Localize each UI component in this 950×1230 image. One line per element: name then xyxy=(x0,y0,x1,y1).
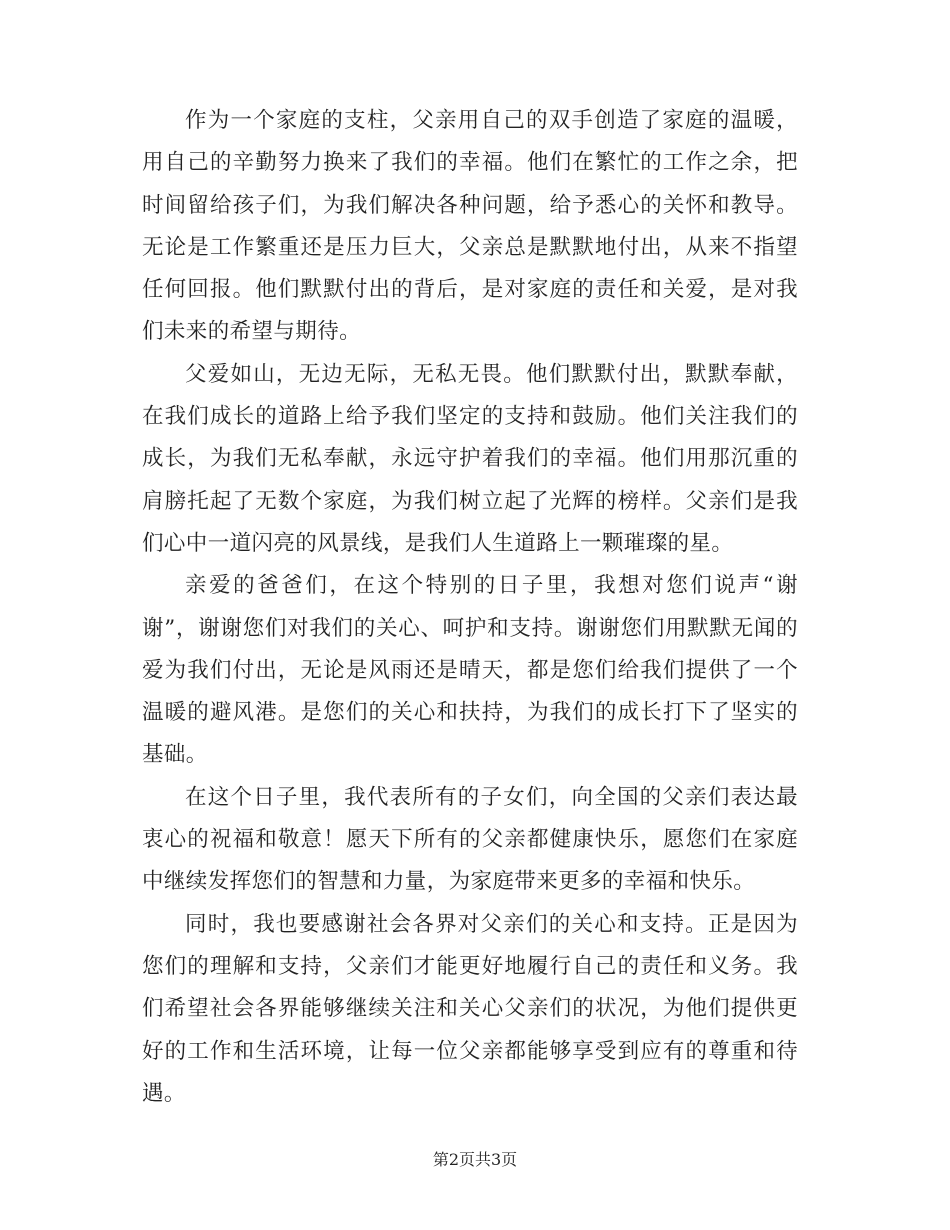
page-number-footer: 第2页共3页 xyxy=(432,1150,518,1169)
document-body xyxy=(142,100,798,1115)
paragraph-2: 父爱如山，无边无际，无私无畏。他们默默付出，默默奉献，在我们成长的道路上给予我们坚定的支持和鼓励。他们关注我们的成长，为我们无私奉献，永远守护着我们的幸福。他们用那沉重的肩膀托起了无数个家庭，为我们树立起了光辉的榜样。父亲们是我们心中一道闪亮的风景线，是我们人生道路上一颗璀璨的星。 xyxy=(142,361,798,556)
paragraph-5: 同时，我也要感谢社会各界对父亲们的关心和支持。正是因为您们的理解和支持，父亲们才能更好地履行自己的责任和义务。我们希望社会各界能够继续关注和关心父亲们的状况，为他们提供更好的工作和生活环境，让每一位父亲都能够享受到应有的尊重和待遇。 xyxy=(142,911,798,1106)
paragraph-4: 在这个日子里，我代表所有的子女们，向全国的父亲们表达最衷心的祝福和敬意！愿天下所有的父亲都健康快乐，愿您们在家庭中继续发挥您们的智慧和力量，为家庭带来更多的幸福和快乐。 xyxy=(142,784,798,895)
paragraph-1: 作为一个家庭的支柱，父亲用自己的双手创造了家庭的温暖，用自己的辛勤努力换来了我们的幸福。他们在繁忙的工作之余，把时间留给孩子们，为我们解决各种问题，给予悉心的关怀和教导。无论是工作繁重还是压力巨大，父亲总是默默地付出，从来不指望任何回报。他们默默付出的背后，是对家庭的责任和关爱，是对我们未来的希望与期待。 xyxy=(142,108,798,345)
paragraph-3: 亲爱的爸爸们，在这个特别的日子里，我想对您们说声“谢谢”，谢谢您们对我们的关心、呵护和支持。谢谢您们用默默无闻的爱为我们付出，无论是风雨还是晴天，都是您们给我们提供了一个温暖的避风港。是您们的关心和扶持，为我们的成长打下了坚实的基础。 xyxy=(142,573,798,768)
